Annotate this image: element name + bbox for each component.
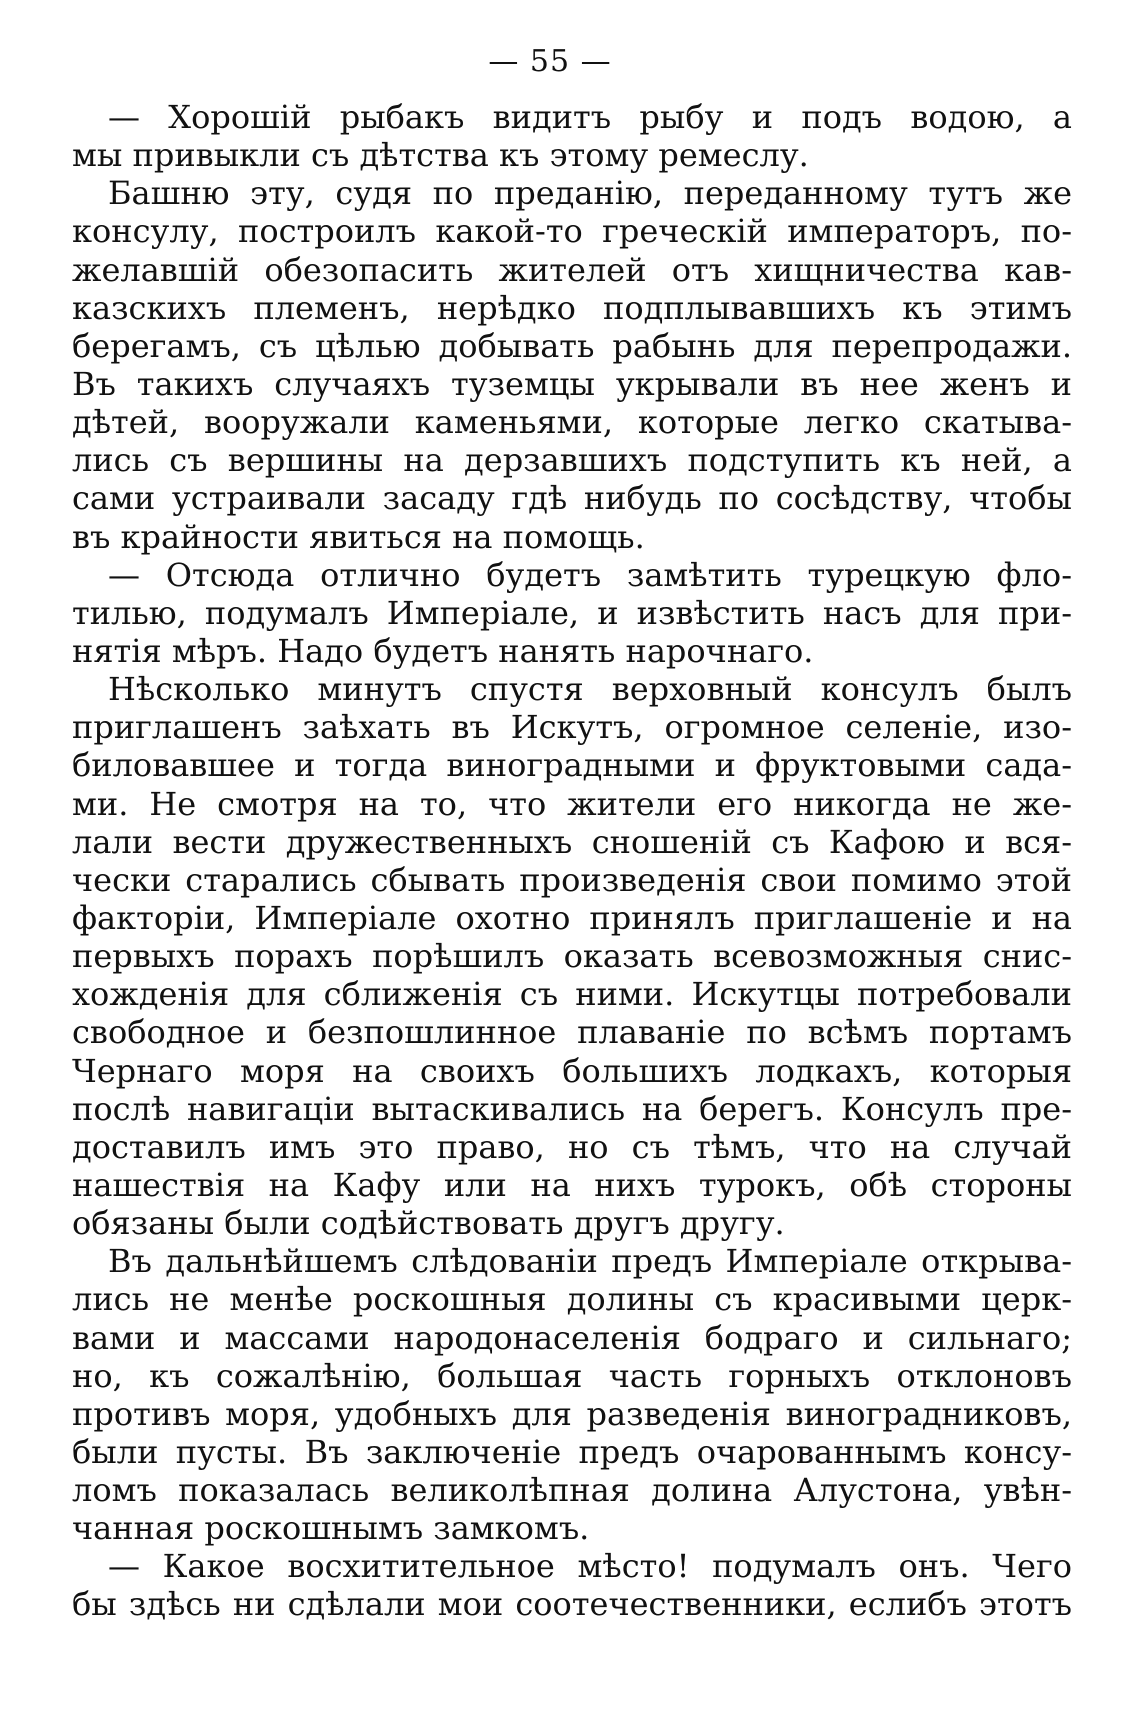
- text-line: лись съ вершины на дерзавшихъ подступить къ ней, а: [72, 441, 1072, 480]
- text-line: Нѣсколько минутъ спустя верховный консулъ былъ: [108, 670, 1072, 709]
- paragraph: [72, 174, 1072, 555]
- text-line: обязаны были содѣйствовать другъ другу.: [72, 1204, 785, 1243]
- text-line: приглашенъ заѣхать въ Искутъ, огромное селеніе, изо-: [72, 708, 1072, 747]
- text-line: Чернаго моря на своихъ большихъ лодкахъ, которыя: [72, 1051, 1072, 1090]
- text-line: но, къ сожалѣнію, большая часть горныхъ отклоновъ: [72, 1356, 1072, 1395]
- text-line: противъ моря, удобныхъ для разведенія виноградниковъ,: [72, 1394, 1072, 1433]
- text-line: берегамъ, съ цѣлью добывать рабынь для перепродажи.: [72, 326, 1072, 365]
- text-line: нятія мѣръ. Надо будетъ нанять нарочнаго.: [72, 631, 814, 670]
- text-line: чески старались сбывать произведенія свои помимо этой: [72, 860, 1072, 899]
- paragraph: [72, 556, 1072, 670]
- text-line: лись не менѣе роскошныя долины съ красивыми церк-: [72, 1280, 1072, 1319]
- text-line: Башню эту, судя по преданію, переданному тутъ же: [108, 174, 1072, 213]
- text-line: казскихъ племенъ, нерѣдко подплывавшихъ къ этимъ: [72, 288, 1072, 327]
- text-line: тилью, подумалъ Имперіале, и извѣстить насъ для при-: [72, 593, 1072, 632]
- paragraph: [72, 670, 1072, 1242]
- text-line: вами и массами народонаселенія бодраго и сильнаго;: [72, 1318, 1072, 1357]
- text-line: Въ дальнѣйшемъ слѣдованіи предъ Имперіале открыва-: [108, 1242, 1072, 1281]
- paragraph: [72, 1242, 1072, 1547]
- paragraph: [72, 98, 1072, 174]
- text-line: сами устраивали засаду гдѣ нибудь по сосѣдству, чтобы: [72, 479, 1072, 518]
- text-line: хожденія для сближенія съ ними. Искутцы потребовали: [72, 975, 1072, 1014]
- text-line: — Отсюда отлично будетъ замѣтить турецкую фло-: [108, 555, 1072, 594]
- text-line: первыхъ порахъ порѣшилъ оказать всевозможныя снис-: [72, 937, 1072, 976]
- text-line: послѣ навигаціи вытаскивались на берегъ. Консулъ пре-: [72, 1089, 1072, 1128]
- text-line: лали вести дружественныхъ сношеній съ Кафою и вся-: [72, 822, 1072, 861]
- text-line: ми. Не смотря на то, что жители его никогда не же-: [72, 784, 1072, 823]
- text-line: дѣтей, вооружали каменьями, которые легко скатыва-: [72, 403, 1072, 442]
- paragraph: [72, 1547, 1072, 1623]
- text-line: консулу, построилъ какой-то греческій императоръ, по-: [72, 212, 1072, 251]
- body-text: [72, 98, 1072, 1624]
- text-line: факторіи, Имперіале охотно принялъ приглашеніе и на: [72, 898, 1072, 937]
- text-line: нашествія на Кафу или на нихъ турокъ, обѣ стороны: [72, 1165, 1072, 1204]
- text-line: ломъ показалась великолѣпная долина Алустона, увѣн-: [72, 1471, 1072, 1510]
- page-number: — 55 —: [488, 44, 612, 79]
- text-line: — Какое восхитительное мѣсто! подумалъ онъ. Чего: [108, 1547, 1072, 1586]
- text-line: бы здѣсь ни сдѣлали мои соотечественники, еслибъ этотъ: [72, 1585, 1072, 1624]
- text-line: въ крайности явиться на помощь.: [72, 517, 645, 556]
- text-line: — Хорошій рыбакъ видитъ рыбу и подъ водою, а: [108, 98, 1072, 136]
- text-line: Въ такихъ случаяхъ туземцы укрывали въ нее женъ и: [72, 364, 1072, 403]
- text-line: мы привыкли съ дѣтства къ этому ремеслу.: [72, 136, 809, 175]
- text-line: биловавшее и тогда виноградными и фруктовыми сада-: [72, 746, 1072, 785]
- text-line: желавшій обезопасить жителей отъ хищничества кав-: [72, 250, 1072, 289]
- text-line: чанная роскошнымъ замкомъ.: [72, 1509, 590, 1548]
- text-line: были пусты. Въ заключеніе предъ очарованнымъ консу-: [72, 1432, 1072, 1471]
- text-line: свободное и безпошлинное плаваніе по всѣмъ портамъ: [72, 1013, 1072, 1052]
- text-line: доставилъ имъ это право, но съ тѣмъ, что на случай: [72, 1127, 1072, 1166]
